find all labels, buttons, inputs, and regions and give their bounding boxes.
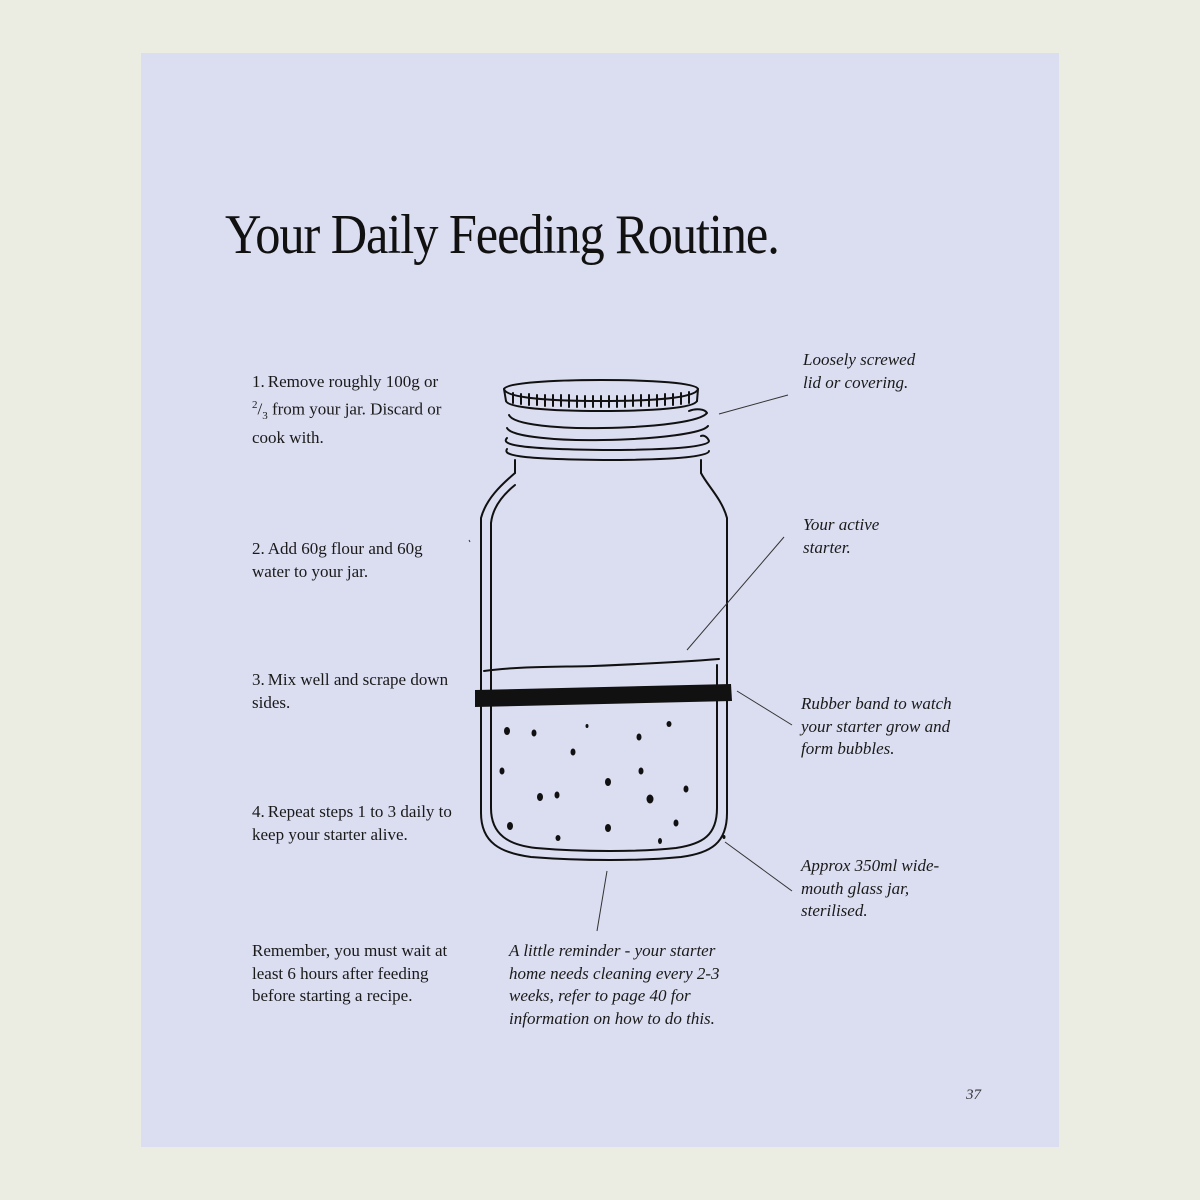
remember-note: Remember, you must wait at least 6 hours after feeding before starting a recipe.	[252, 941, 448, 1005]
lid-icon	[504, 380, 698, 411]
page-title: Your Daily Feeding Routine.	[225, 204, 779, 266]
step-1: 1. Remove roughly 100g or $^2/_3$ from your jar. Discard or cook with.	[252, 372, 442, 448]
step-text: Repeat steps 1 to 3 daily to keep your starter alive.	[252, 802, 452, 844]
bubbles-icon	[500, 721, 726, 844]
step-number: 3.	[252, 670, 265, 689]
book-page	[141, 53, 1059, 1147]
fraction-numerator: 2	[252, 398, 258, 411]
step-text: from your jar. Discard or cook with.	[252, 399, 442, 448]
step-text: Mix well and scrape down sides.	[252, 670, 449, 712]
step-number: 4.	[252, 802, 265, 821]
annotation-jar: Approx 350ml wide-mouth glass jar, sterilised.	[801, 856, 940, 920]
jar-icon	[141, 53, 1059, 1147]
step-number: 1.	[252, 372, 265, 391]
rubber-band-icon	[475, 684, 732, 707]
annotation-rubber-band: Rubber band to watch your starter grow and form bubbles.	[801, 694, 952, 758]
annotation-reminder: A little reminder - your starter home needs cleaning every 2-3 weeks, refer to page 40 for information on how to do this.	[509, 941, 720, 1028]
step-text: Add 60g flour and 60g water to your jar.	[252, 539, 423, 581]
fraction-denominator: 3	[262, 409, 268, 422]
page-number: 37	[966, 1087, 981, 1103]
annotation-starter: Your active starter.	[803, 515, 880, 557]
step-text: Remove roughly 100g or	[267, 372, 439, 391]
step-number: 2.	[252, 539, 265, 558]
annotation-lid: Loosely screwed lid or covering.	[803, 350, 916, 392]
